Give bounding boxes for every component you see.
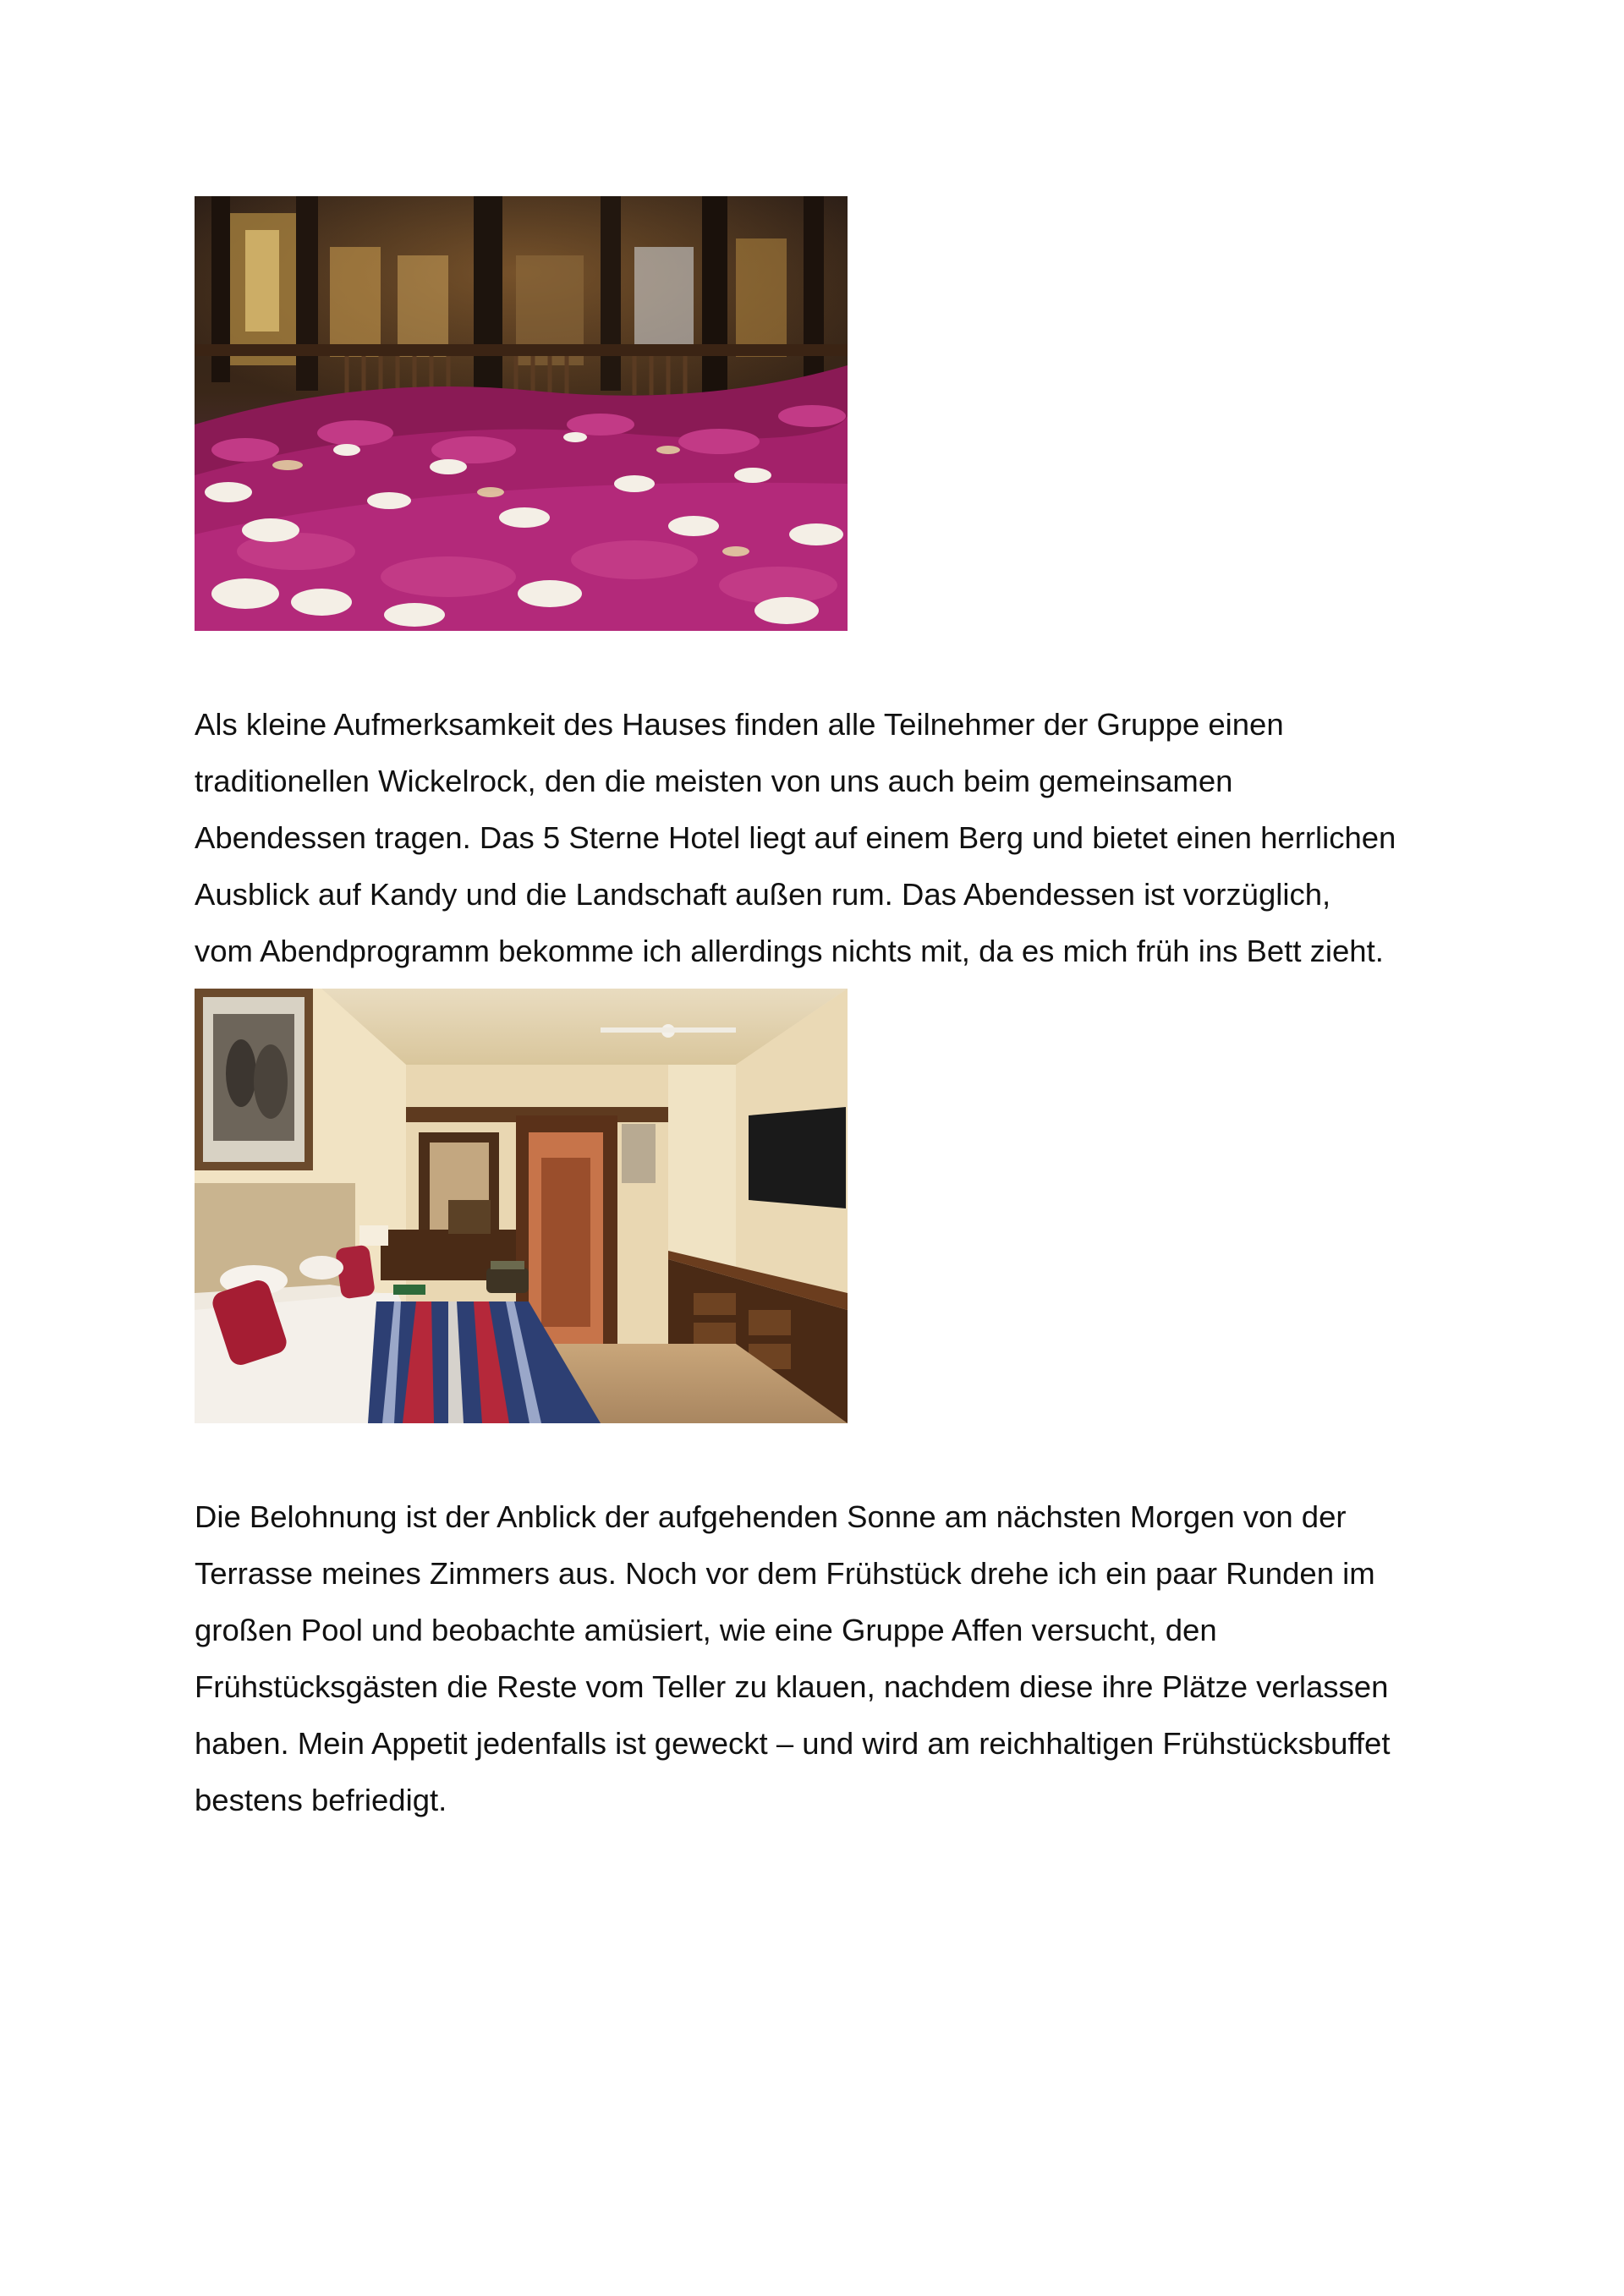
paragraph-line: Ausblick auf Kandy und die Landschaft außen rum. Das Abendessen ist vorzüglich, [195, 877, 1331, 912]
paragraph-dinner [195, 696, 1514, 979]
paragraph-line: vom Abendprogramm bekomme ich allerdings nichts mit, da es mich früh ins Bett zieht. [195, 934, 1384, 968]
paragraph-line: haben. Mein Appetit jedenfalls ist geweckt – und wird am reichhaltigen Frühstücksbuffet [195, 1726, 1391, 1761]
paragraph-line: bestens befriedigt. [195, 1783, 447, 1817]
paragraph-line: Als kleine Aufmerksamkeit des Hauses finden alle Teilnehmer der Gruppe einen [195, 707, 1284, 742]
paragraph-line: traditionellen Wickelrock, den die meisten von uns auch beim gemeinsamen [195, 764, 1233, 798]
hotel-room-photo [195, 989, 848, 1423]
paragraph-line: Die Belohnung ist der Anblick der aufgehenden Sonne am nächsten Morgen von der [195, 1499, 1347, 1534]
paragraph-line: Terrasse meines Zimmers aus. Noch vor dem Frühstück drehe ich ein paar Runden im [195, 1556, 1375, 1591]
paragraph-line: Abendessen tragen. Das 5 Sterne Hotel liegt auf einem Berg und bietet einen herrlichen [195, 820, 1396, 855]
paragraph-morning [195, 1488, 1514, 1828]
paragraph-line: großen Pool und beobachte amüsiert, wie eine Gruppe Affen versucht, den [195, 1613, 1217, 1647]
temple-flowers-photo [195, 196, 848, 631]
paragraph-line: Frühstücksgästen die Reste vom Teller zu klauen, nachdem diese ihre Plätze verlassen [195, 1669, 1389, 1704]
